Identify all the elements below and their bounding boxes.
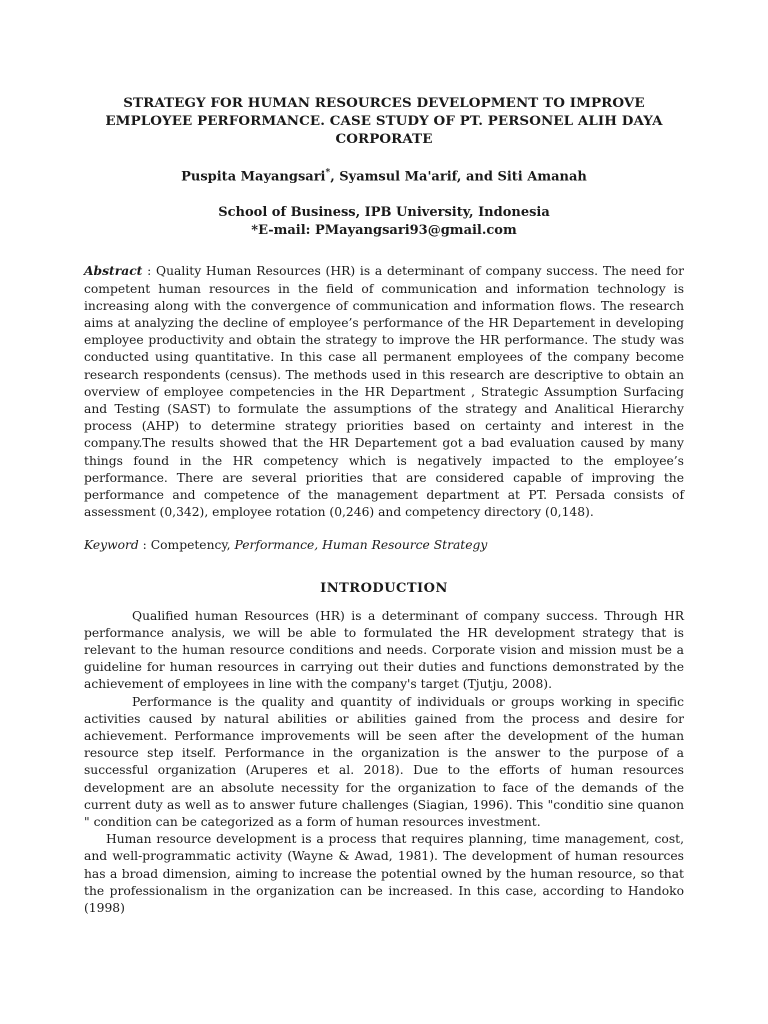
paper-title: STRATEGY FOR HUMAN RESOURCES DEVELOPMENT TO IMPROVE EMPLOYEE PERFORMANCE. CASE STUDY OF PT. PERSONEL ALIH DAYA CORPORATE [105,95,663,147]
abstract-text: : Quality Human Resources (HR) is a determinant of company success. The need for competent human resources in the field of communication and information technology is increasing along with the convergence of communication and information flows. The research aims at analyzing the decline of employee’s performance of the HR Departement in developing employee productivity and obtain the strategy to improve the HR performance. The study was conducted using quantitative. In this case all permanent employees of the company become research respondents (census). The methods used in this research are descriptive to obtain an overview of employee competencies in the HR Department , Strategic Assumption Surfacing and Testing (SAST) to formulate the assumptions of the strategy and Analitical Hierarchy process (AHP) to determine strategy priorities based on certainty and interest in the company.The results showed that the HR Departement got a bad evaluation caused by many things found in the HR competency which is negatively impacted to the employee’s performance. There are several priorities that are considered capable of improving the performance and competence of the management department at PT. Persada consists of assessment (0,342), employee rotation (0,246) and competency directory (0,148). [84,264,684,520]
keyword-label: Keyword [84,538,139,553]
section-heading-introduction: INTRODUCTION [320,580,448,596]
intro-paragraph-1: Qualified human Resources (HR) is a determinant of company success. Through HR performance analysis, we will be able to formulated the HR development strategy that is relevant to the human resource conditions and needs. Corporate vision and mission must be a guideline for human resources in carrying out their duties and functions demonstrated by the achievement of employees in line with the company's target (Tjutju, 2008). [84,608,684,692]
author-primary: Puspita Mayangsari [181,169,326,185]
abstract [84,262,684,521]
intro-paragraph-3: Human resource development is a process that requires planning, time management, cost, and well-programmatic activity (Wayne & Awad, 1981). The development of human resources has a broad dimension, aiming to increase the potential owned by the human resource, so that the professionalism in the organization can be increased. In this case, according to Handoko (1998) [84,832,684,916]
author-others: , Syamsul Ma'arif, and Siti Amanah [330,169,587,185]
corresponding-author-mark: * [325,168,331,178]
keyword-italic-list: Performance, Human Resource Strategy [234,538,488,553]
email: *E-mail: PMayangsari93@gmail.com [251,223,517,239]
affiliation: School of Business, IPB University, Indonesia [218,205,550,221]
keyword-separator: : Competency, [138,538,235,553]
abstract-label: Abstract [84,263,143,279]
paper-page [84,94,684,917]
author-line [84,164,684,186]
affiliation-block [84,204,684,240]
keywords [84,537,684,554]
intro-paragraph-2: Performance is the quality and quantity of individuals or groups working in specific activities caused by natural abilities or abilities gained from the process and desire for achievement. Performance improvements will be seen after the development of the human resource step itself. Performance in the organization is the answer to the purpose of a successful organization (Aruperes et al. 2018). Due to the efforts of human resources development are an absolute necessity for the organization to face of the demands of the current duty as well as to answer future challenges (Siagian, 1996). This "conditio sine quanon " condition can be categorized as a form of human resources investment. [84,694,684,830]
